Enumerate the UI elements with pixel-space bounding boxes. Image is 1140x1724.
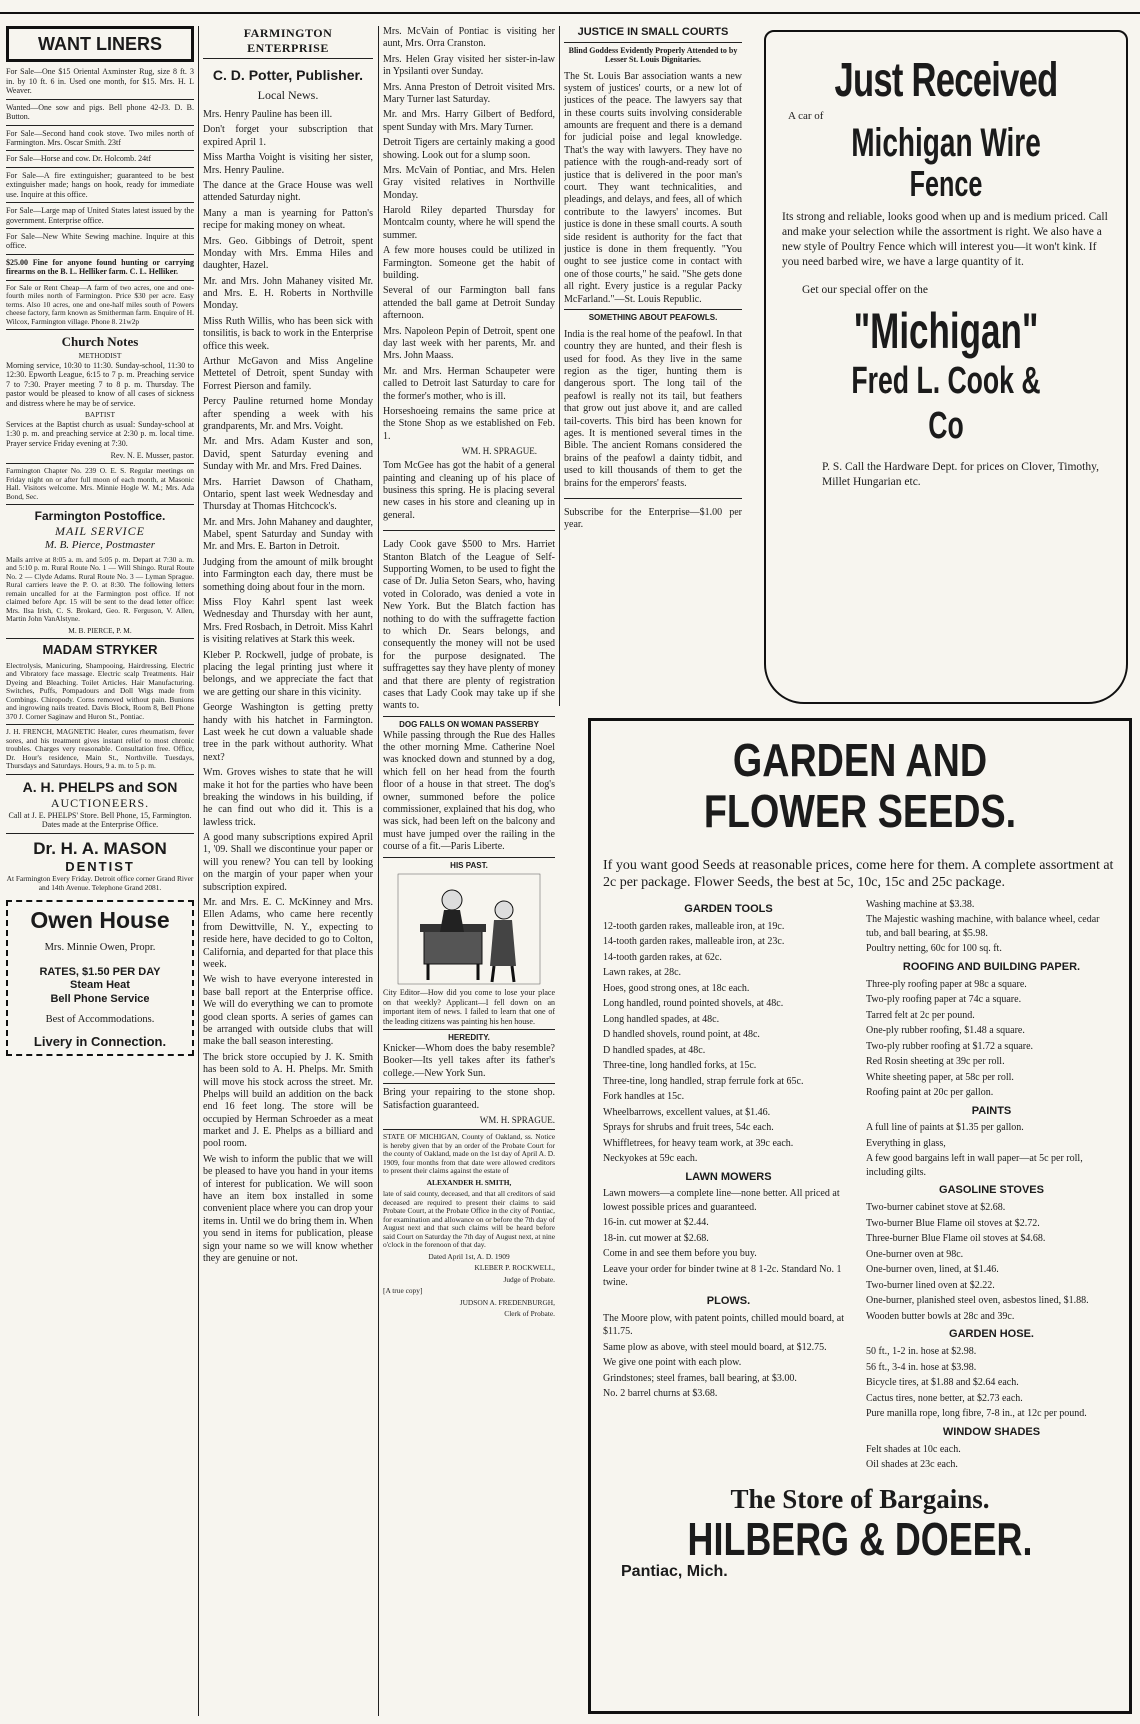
postmaster-signature: M. B. PIERCE, P. M.	[68, 625, 132, 635]
price-item: The Moore plow, with patent points, chilled mould board, at $11.75.	[603, 1312, 844, 1338]
news-item: Mrs. Harriet Dawson of Chatham, Ontario, spent last week Wednesday and Thursday at Thomas Hitchcock's.	[203, 476, 373, 513]
price-item: Two-burner lined oven at $2.22.	[866, 1279, 995, 1291]
mcgee-item: Tom McGee has got the habit of a general painting and cleaning up of his place of business this spring. He is placing several new cases in his store and cleaning up in general.	[383, 460, 555, 521]
probate-dated: Dated April 1st, A. D. 1909	[428, 1251, 510, 1261]
cartoon-heading: HIS PAST.	[450, 860, 488, 870]
justice-heading: JUSTICE IN SMALL COURTS	[564, 26, 742, 43]
sprague-signature: WM. H. SPRAGUE.	[479, 1115, 555, 1126]
dog-story-heading: DOG FALLS ON WOMAN PASSERBY	[399, 719, 539, 729]
mail-service-subtitle: MAIL SERVICE	[55, 524, 145, 539]
baptist-services: Services at the Baptist church as usual: Sunday-school at 1:30 p. m. and preaching service at 2:30 p. m. local time. Prayer service Friday evening at 7:30.	[6, 419, 194, 448]
dog-story-body: While passing through the Rue des Halles the other morning Mme. Catherine Noel was knocked down and stunned by a dog, which fell on her head from the fourth floor of a house in that street. The dog's owner, summoned before the police commissioner, explained that his dog, who was sick, had been left on the balcony and must have jumped over the railing in the course of a fit.—Paris Liberte.	[383, 729, 555, 853]
price-item: Everything in glass,	[866, 1137, 946, 1149]
price-item: Two-ply roofing paper at 74c a square.	[866, 994, 1022, 1006]
probate-judge-title: Judge of Probate.	[503, 1274, 555, 1284]
column-3	[383, 26, 555, 1716]
paints-heading: PAINTS	[971, 1104, 1012, 1117]
news-item: Wm. Groves wishes to state that he will make it hot for the parties who have been breaking the windows in his building, if he can find out who did it. This is a lawless trick.	[203, 767, 373, 828]
farm-for-rent-notice: For Sale or Rent Cheap—A farm of two acres, one and one-fourth miles north of Farmington. Price $30 per acre. Easy terms. Also 10 acres, one and one-half miles south of Powers cheese factory, farm known as Smitherman farm. Enquire of H. Wilcox, Farmington village. Phone 8. 21w2p	[6, 282, 194, 326]
price-item: Hoes, good strong ones, at 18c each.	[603, 982, 750, 994]
hilberg-town: Pantiac, Mich.	[621, 1562, 728, 1580]
news-item: Detroit Tigers are certainly making a good showing. Look out for a slump soon.	[383, 137, 555, 161]
price-item: Washing machine at $3.38.	[866, 898, 975, 910]
price-item: Roofing paint at 20c per gallon.	[866, 1087, 994, 1099]
price-item: Leave your order for binder twine at 8 1-2c. Standard No. 1 twine.	[603, 1263, 842, 1289]
local-news-heading: Local News.	[257, 88, 319, 103]
roofing-heading: ROOFING AND BUILDING PAPER.	[902, 960, 1081, 973]
price-item: One-burner oven, lined, at $1.46.	[866, 1264, 999, 1276]
heredity-heading: HEREDITY.	[448, 1033, 490, 1043]
madam-stryker-heading: MADAM STRYKER	[42, 642, 158, 658]
justice-body: The St. Louis Bar association wants a new system of justices' courts, or a new lot of justices of the peace. The lawyers say that in these courts suits involving considerable amounts are frequent and there is a demand for judicial poise and legal knowledge. That's the way with lawyers. They have no patience with the rough-and-ready sort of justice that is delivered in the poor man's court. They want technicalities, and pleadings, and delays, and fees, all of which contribute to the lawyers' incomes. But justice is done in these small courts. A south side resident is authority for the fact that justice is done in them frequently. "You ought to see justice come in contact with one of those courts," he said. "She gets done all right. Every justice is a regular Packy McFarland."—St. Louis Republic.	[564, 70, 742, 305]
price-item: Long handled, round pointed shovels, at 48c.	[603, 998, 784, 1010]
price-item: Cactus tires, none better, at $2.73 each.	[866, 1392, 1023, 1404]
cook-ad-body: Its strong and reliable, looks good when up and is medium priced. Call and make your selection while the assortment is right. We also have a new style of Poultry Fence which will interest you—it won't kink. If you need barbed wire, we have a large quantity of it.	[782, 210, 1108, 268]
news-item: Mrs. McVain of Pontiac is visiting her aunt, Mrs. Orra Cranston.	[383, 26, 555, 50]
cartoon-caption: City Editor—How did you come to lose your place on that weekly? Applicant—I fell down on an important item of news. I failed to learn that one of the leading citizens was painting his hen house.	[383, 988, 555, 1026]
news-item: The dance at the Grace House was well attended Saturday night.	[203, 179, 373, 204]
oes-chapter-notice: Farmington Chapter No. 239 O. E. S. Regular meetings on Friday night on or after full moon of each month, at Masonic Hall. Visitors welcome. Mrs. Minnie Hogle W. M.; Mrs. Ada Bond, Sec.	[6, 466, 194, 501]
roofing-list	[866, 978, 1117, 1100]
owen-house-ad	[6, 900, 194, 1056]
postmaster-name: M. B. Pierce, Postmaster	[44, 539, 156, 552]
price-item: D handled spades, at 48c.	[603, 1044, 706, 1056]
methodist-services: Morning service, 10:30 to 11:30. Sunday-school, 11:30 to 12:30. Epworth League, 6:15 to 7 p. m. Preaching service 7 to 7:30. Prayer meeting 7 to 8 p. m. Thursday. The pastor would be pleased to know of all cases of sickness and distress where he may be of service.	[6, 360, 194, 408]
peafowl-body: India is the real home of the peafowl. In that country they are hunted, and their flesh is used for food. As they live in the same region as the tiger, hunting them is dangerous sport. The long tail of the peafowl is really not its tail, but feathers that grow out just above it, and are called tail-coverts. This bird has been known for ages. It is mentioned several times in the Bible. The ancient Romans considered the brains of the peafowl a dainty tidbit, and used to kill thousands of them to get the brains for the emperors' feasts.	[564, 328, 742, 489]
news-item: Arthur McGavon and Miss Angeline Mettetel of Detroit, spent Sunday with Forrest Pierson and family.	[203, 356, 373, 392]
price-item: Whiffletrees, for heavy team work, at 39c each.	[603, 1137, 794, 1149]
column-rule	[198, 26, 199, 1716]
price-item: Poultry netting, 60c for 100 sq. ft.	[866, 943, 1002, 955]
french-healer-ad: J. H. FRENCH, MAGNETIC Healer, cures rheumatism, fever sores, and his treatment gives instant relief to most chronic troubles. Charges very reasonable. Consultation free. Office, Dr. Hour's residence, Main St., Northville. Tuesdays, Thursdays and Saturdays. Hours, 9 a. m. to 5 p. m.	[6, 727, 194, 771]
column-4	[564, 26, 742, 706]
probate-notice-cont: late of said county, deceased, and that all creditors of said deceased are required to present their claims to said Probate Court, at the Probate Office in the city of Pontiac, for examination and allowance on or before the 7th day of August next and that such claims will be heard before said Court on Saturday the 7th day of August next, at nine o'clock in the forenoon of that day.	[383, 1189, 555, 1250]
paints-list	[866, 1121, 1117, 1179]
news-item: Mrs. Henry Pauline has been ill.	[203, 108, 333, 120]
stone-shop-ad: Bring your repairing to the stone shop. Satisfaction guaranteed.	[383, 1087, 555, 1111]
lawn-mowers-list	[603, 1187, 854, 1290]
news-item: Mrs. Helen Gray visited her sister-in-law in Ypsilanti over Sunday.	[383, 53, 555, 78]
price-item: Oil shades at 23c each.	[866, 1459, 958, 1470]
news-item: Several of our Farmington ball fans attended the ball game at Detroit Sunday afternoon.	[383, 285, 555, 322]
price-item: Long handled spades, at 48c.	[603, 1013, 720, 1025]
price-item: D handled shovels, round point, at 48c.	[603, 1029, 760, 1041]
price-item: Fork handles at 15c.	[603, 1091, 685, 1103]
owen-phone: Bell Phone Service	[50, 992, 150, 1005]
news-item: We wish to inform the public that we will be pleased to have you hand in your items of interest for publication. We will soon have an item box installed in some convenient place where you can drop your items in. Until we do bring them in. When you send in items for publication, please sign your name so we will know whether they are genuine or not.	[203, 1153, 373, 1264]
news-item: Mr. and Mrs. Harry Gilbert of Bedford, spent Sunday with Mrs. Mary Turner.	[383, 109, 555, 133]
price-item: One-burner, planished steel oven, asbestos lined, $1.88.	[866, 1295, 1089, 1307]
cook-ad-michigan: "Michigan"	[853, 302, 1039, 359]
want-liner-item: For Sale—Second hand cook stove. Two miles north of Farmington. Mrs. Oscar Smith. 23tf	[6, 128, 194, 147]
hose-list	[866, 1345, 1117, 1421]
garden-tools-list	[603, 920, 854, 1166]
owen-accommodations: Best of Accommodations.	[45, 1013, 155, 1025]
price-item: 18-in. cut mower at $2.68.	[603, 1232, 709, 1244]
news-item: A few more houses could be utilized in Farmington. Someone get the habit of building.	[383, 245, 555, 282]
postoffice-heading: Farmington Postoffice.	[34, 509, 166, 524]
methodist-label: METHODIST	[78, 351, 122, 361]
news-item: The brick store occupied by J. K. Smith has been sold to A. H. Phelps. Mr. Smith will move his stock across the street. Mr. Phelps will build an addition on the back end 16 feet long. The store will be occupied by Herman Schroeder as a meat market and J. E. Phelps as a billiard and pool room.	[203, 1051, 373, 1150]
lawn-mowers-heading: LAWN MOWERS	[685, 1170, 772, 1183]
price-item: A few good bargains left in wall paper—at 5c per roll, including gilts.	[866, 1153, 1083, 1178]
news-item: Miss Ruth Willis, who has been sick with tonsilitis, is back to work in the Enterprise office this week.	[203, 315, 373, 352]
subscribe-notice: Subscribe for the Enterprise—$1.00 per year.	[564, 506, 742, 531]
price-item: 12-tooth garden rakes, malleable iron, at 19c.	[603, 920, 785, 932]
news-item: Horseshoeing remains the same price at the Stone Shop as we established on Feb. 1.	[383, 405, 555, 442]
news-item: Mr. and Mrs. E. C. McKinney and Mrs. Ellen Adams, who came here recently from Dewittville, N. Y., expecting to reside here, have decided to go to Colton, California, and departed for that place this week.	[203, 897, 373, 970]
want-liner-item: For Sale—A fire extinguisher; guaranteed to be best extinguisher made; hangs on hook, ready for immediate use. Inquire at this office.	[6, 170, 194, 199]
price-item: Three-tine, long handled, strap ferrule fork at 65c.	[603, 1075, 804, 1087]
seeds-headline: GARDEN AND FLOWER SEEDS.	[703, 734, 1017, 837]
price-item: Grindstones; steel frames, ball bearing, at $3.00.	[603, 1372, 797, 1384]
price-item: Wooden butter bowls at 28c and 39c.	[866, 1310, 1015, 1322]
auctioneers-subtitle: AUCTIONEERS.	[50, 796, 150, 811]
price-item: Three-ply roofing paper at 98c a square.	[866, 978, 1027, 990]
want-liner-item: For Sale—Large map of United States latest issued by the government. Enterprise office.	[6, 206, 194, 225]
garden-hose-heading: GARDEN HOSE.	[949, 1328, 1034, 1341]
price-item: Neckyokes at 59c each.	[603, 1153, 698, 1165]
mason-heading: Dr. H. A. MASON	[33, 838, 167, 858]
price-item: Pure manilla rope, long fibre, 7-8 in., at 12c per pound.	[866, 1408, 1087, 1420]
column-1	[6, 26, 194, 1716]
price-item: Lawn rakes, at 28c.	[603, 967, 682, 979]
price-item: White sheeting paper, at 58c per roll.	[866, 1071, 1014, 1083]
price-item: 14-tooth garden rakes, malleable iron, at 23c.	[603, 936, 785, 948]
news-item: Miss Floy Kahrl spent last week Wednesday and Thursday with her aunt, Mrs. Fred Rosbach, in Detroit. Miss Kahrl is visiting relatives at Stark this week.	[203, 597, 373, 646]
price-item: Felt shades at 10c each.	[866, 1443, 961, 1455]
shades-list	[866, 1443, 1117, 1472]
price-item: One-burner oven at 98c.	[866, 1248, 964, 1260]
news-item: Mr. and Mrs. Herman Schaupeter were called to Detroit last Saturday to care for the former's mother, who is ill.	[383, 365, 555, 402]
cook-ad-headline: Just Received	[834, 54, 1058, 107]
column-2	[203, 26, 373, 1716]
price-item: Same plow as above, with steel mould board, at $12.75.	[603, 1341, 827, 1353]
baptist-label: BAPTIST	[85, 410, 115, 420]
column-rule	[378, 26, 379, 1716]
price-item: 50 ft., 1-2 in. hose at $2.98.	[866, 1346, 977, 1358]
news-item: Don't forget your subscription that expired April 1.	[203, 124, 373, 148]
news-item: Mrs. Anna Preston of Detroit visited Mrs. Mary Turner last Saturday.	[383, 81, 555, 105]
news-item: A good many subscriptions expired April 1, '09. Shall we discontinue your paper or will you renew? You can tell by looking on the margin of your paper when your subscription expired.	[203, 832, 373, 893]
price-item: 56 ft., 3-4 in. hose at $3.98.	[866, 1361, 977, 1373]
news-item: Percy Pauline returned home Monday after spending a week with his grandparents, Mr. and Mrs. Voight.	[203, 396, 373, 432]
want-liner-item: For Sale—One $15 Oriental Axminster Rug, size 8 ft. 3 in. by 10 ft. 6 in. Used one month, for $15. Mrs. H. L Weaver.	[6, 67, 194, 96]
lady-cook-story: Lady Cook gave $500 to Mrs. Harriet Stanton Blatch of the League of Self-Supporting Women, to be used to fight the case of Dr. Julia Seton Sears, who, having voted in Colorado, was denied a vote in New York. But the Blatch faction has nothing to do with the suffragette faction to which Dr. Sears belongs, and consequently the money will not be used for the purpose designated. The suffragettes say they have plenty of money and that there are plenty of registration cases that Lady Cook may take up if she wants to.	[383, 539, 555, 712]
cartoon-illustration	[383, 870, 555, 988]
mail-schedule: Mails arrive at 8:05 a. m. and 5:05 p. m. Depart at 7:30 a. m. and 5:10 p. m. Rural Route No. 1 — Will Shingo. Rural Route No. 2 — Clyde Adams. Rural Route No. 3 — Lyman Sprague. Rural carriers leave the P. O. at 8:30. The following letters remain uncalled for at the Farmington post office. If not claimed before Apr. 15 will be sent to the dead letter office: Mrs. Ilsa Irish, C. S. Brokard, Geo. R. Ferguson, V. Allen, Martin John VanAlstyne.	[6, 554, 194, 624]
sprague-signature: WM. H. SPRAGUE.	[461, 446, 537, 457]
seeds-intro: If you want good Seeds at reasonable prices, come here for them. A complete assortment at 2c per package. Flower Seeds, the best at 5c, 10c, 15c and 25c package.	[603, 858, 1114, 890]
hunting-fine-notice: $25.00 Fine for anyone found hunting or carrying firearms on the B. L. Helliker farm. C. L. Helliker.	[6, 257, 194, 277]
price-item: 16-in. cut mower at $2.44.	[603, 1217, 709, 1229]
price-columns	[603, 898, 1117, 1474]
store-of-bargains: The Store of Bargains.	[730, 1483, 990, 1514]
probate-notice: STATE OF MICHIGAN, County of Oakland, ss. Notice is hereby given that by an order of the Probate Court for the county of Oakland, made on the 1st day of April A. D. 1909, four months from that date were allowed creditors to present their claims against the estate of	[383, 1132, 555, 1176]
price-item: Three-burner Blue Flame oil stoves at $4.68.	[866, 1233, 1046, 1245]
owen-proprietor: Mrs. Minnie Owen, Propr.	[44, 941, 156, 953]
news-item: Mrs. Napoleon Pepin of Detroit, spent one day last week with her parents, Mr. and Mrs. John Maass.	[383, 325, 555, 362]
price-item: We give one point with each plow.	[603, 1357, 742, 1369]
mason-body: At Farmington Every Friday. Detroit office corner Grand River and 14th Avenue. Telephone Grand 2081.	[6, 874, 194, 892]
price-item: Come in and see them before you buy.	[603, 1248, 757, 1260]
cook-ad-postscript: P. S. Call the Hardware Dept. for prices on Clover, Timothy, Millet Hungarian etc.	[822, 460, 1099, 488]
plows-heading: PLOWS.	[706, 1294, 751, 1307]
publisher-line: C. D. Potter, Publisher.	[212, 66, 364, 83]
news-item: We wish to have everyone interested in base ball report at the Enterprise office. We will do everything we can to promote good clean sports. A series of games can be arranged with outside clubs that will make the ball season interesting.	[203, 974, 373, 1048]
hilberg-firm-name: HILBERG & DOEER.	[687, 1512, 1033, 1565]
news-item: Mrs. Geo. Gibbings of Detroit, spent Monday with Mrs. Emma Hiles and daughter, Hazel.	[203, 235, 373, 272]
probate-clerk: JUDSON A. FREDENBURGH,	[459, 1297, 555, 1307]
phelps-heading: A. H. PHELPS and SON	[22, 778, 178, 795]
probate-true-copy: [A true copy]	[383, 1286, 423, 1296]
price-item: Tarred felt at 2c per pound.	[866, 1009, 975, 1021]
garden-tools-heading: GARDEN TOOLS	[684, 902, 773, 915]
owen-rates: RATES, $1.50 PER DAY	[39, 965, 161, 978]
price-item: A full line of paints at $1.35 per gallon.	[866, 1122, 1024, 1134]
hilberg-seeds-ad	[588, 718, 1132, 1714]
want-liner-item: For Sale—Horse and cow. Dr. Holcomb. 24tf	[6, 154, 152, 164]
phelps-body: Call at J. E. PHELPS' Store. Bell Phone, 15, Farmington. Dates made at the Enterprise Office.	[8, 811, 192, 830]
cook-ad-firm-name: Fred L. Cook & Co	[851, 359, 1041, 448]
cook-ad-offer: Get our special offer on the	[802, 283, 928, 296]
gasoline-stoves-heading: GASOLINE STOVES	[939, 1184, 1044, 1197]
news-item: Mr. and Mrs. John Mahaney visited Mr. and Mrs. E. H. Roberts in Northville Monday.	[203, 275, 373, 312]
top-rule	[0, 12, 1140, 14]
price-item: The Majestic washing machine, with balance wheel, cedar tub, and ball bearing, at $5.98.	[866, 914, 1100, 939]
cook-ad-product: Michigan Wire	[851, 121, 1041, 166]
dentist-subtitle: DENTIST	[65, 858, 135, 874]
price-item: Two-burner Blue Flame oil stoves at $2.72.	[866, 1217, 1040, 1229]
column-rule	[559, 26, 560, 706]
news-item: Judging from the amount of milk brought into Farmington each day, there must be something doing about four in the morn.	[203, 556, 373, 593]
owen-house-title: Owen House	[30, 907, 170, 934]
cook-ad-intro: A car of	[788, 110, 824, 123]
stoves-list	[866, 1201, 1117, 1323]
price-item: Red Rosin sheeting at 39c per roll.	[866, 1056, 1005, 1068]
price-item: Wheelbarrows, excellent values, at $1.46.	[603, 1106, 771, 1118]
owen-steam-heat: Steam Heat	[70, 979, 130, 992]
news-item: Miss Martha Voight is visiting her sister, Mrs. Henry Pauline.	[203, 152, 373, 176]
peafowl-heading: SOMETHING ABOUT PEAFOWLS.	[588, 312, 718, 322]
news-item: George Washington is getting pretty handy with his hatchet in Farmington. Last week he cut down a valuable shade tree in the park without authority. What next?	[203, 702, 373, 763]
washing-machine-list	[866, 898, 1117, 956]
cook-hardware-ad	[764, 30, 1128, 704]
price-column-right	[866, 898, 1117, 1474]
price-item: Two-burner cabinet stove at $2.68.	[866, 1202, 1006, 1214]
news-item: Harold Riley departed Thursday for Montcalm county, where he will spend the summer.	[383, 205, 555, 241]
want-liner-item: For Sale—New White Sewing machine. Inquire at this office.	[6, 232, 194, 251]
price-item: Sprays for shrubs and fruit trees, 54c each.	[603, 1122, 774, 1134]
news-item: Mr. and Mrs. John Mahaney and daughter, Mabel, spent Saturday and Sunday with Mr. and Mrs. E. Barton in Detroit.	[203, 516, 373, 553]
cook-ad-fence: Fence	[909, 163, 983, 205]
price-item: No. 2 barrel churns at $3.68.	[603, 1388, 718, 1400]
cartoon-drawing	[394, 870, 544, 988]
news-item: Mrs. McVain of Pontiac, and Mrs. Helen Gray visited relatives in Northville Monday.	[383, 164, 555, 201]
news-item: Many a man is yearning for Patton's recipe for making money on wheat.	[203, 207, 373, 232]
price-item: 14-tooth garden rakes, at 62c.	[603, 951, 722, 963]
price-column-left	[603, 898, 854, 1474]
plows-list	[603, 1312, 854, 1401]
price-item: One-ply rubber roofing, $1.48 a square.	[866, 1025, 1025, 1037]
price-item: Bicycle tires, at $1.88 and $2.64 each.	[866, 1377, 1019, 1389]
want-liners-heading: WANT LINERS	[6, 26, 194, 62]
price-item: Three-tine, long handled forks, at 15c.	[603, 1060, 757, 1072]
probate-clerk-title: Clerk of Probate.	[504, 1309, 555, 1319]
probate-judge: KLEBER P. ROCKWELL,	[474, 1263, 555, 1273]
want-liner-item: Wanted—One sow and pigs. Bell phone 42-J3. D. B. Button.	[6, 102, 194, 122]
want-liners-list	[6, 67, 194, 326]
price-item: Lawn mowers—a complete line—none better. All priced at lowest possible prices and guaranteed.	[603, 1188, 840, 1213]
owen-livery: Livery in Connection.	[33, 1033, 167, 1049]
heredity-body: Knicker—Whom does the baby resemble? Booker—Its yell takes after its father's college.—New York Sun.	[383, 1043, 555, 1079]
price-item: Two-ply rubber roofing at $1.72 a square.	[866, 1040, 1034, 1052]
probate-estate-name: ALEXANDER H. SMITH,	[426, 1177, 512, 1187]
news-item: Kleber P. Rockwell, judge of probate, is placing the legal printing just where it belongs, and we appreciate the fact that we are getting our share in this vicinity.	[203, 649, 373, 698]
church-notes-heading: Church Notes	[61, 334, 139, 350]
enterprise-masthead: FARMINGTON ENTERPRISE	[203, 26, 373, 59]
madam-stryker-body: Electrolysis, Manicuring, Shampooing, Hairdressing, Electric and Vibratory face massage. Electric scalp Treatments. Hair Dyeing and Bleaching. Toilet Articles. Hair Manufacturing. Switches, Puffs, Pompadours and Doll Wigs made from Combings. Chiropody. Corns removed without pain. Bunions and ingrowing nails treated. Davis Block, Room 8, Bell Phone 370 J. Corner Saginaw and Huron St., Pontiac.	[6, 660, 194, 721]
window-shades-heading: WINDOW SHADES	[942, 1425, 1041, 1438]
justice-subtitle: Blind Goddess Evidently Properly Attended to by Lesser St. Louis Dignitaries.	[568, 45, 738, 65]
pastor-name: Rev. N. E. Musser, pastor.	[110, 450, 194, 460]
news-item: Mr. and Mrs. Adam Kuster and son, David, spent Saturday evening and Sunday with Mr. and Mrs. Fred Daines.	[203, 436, 373, 473]
